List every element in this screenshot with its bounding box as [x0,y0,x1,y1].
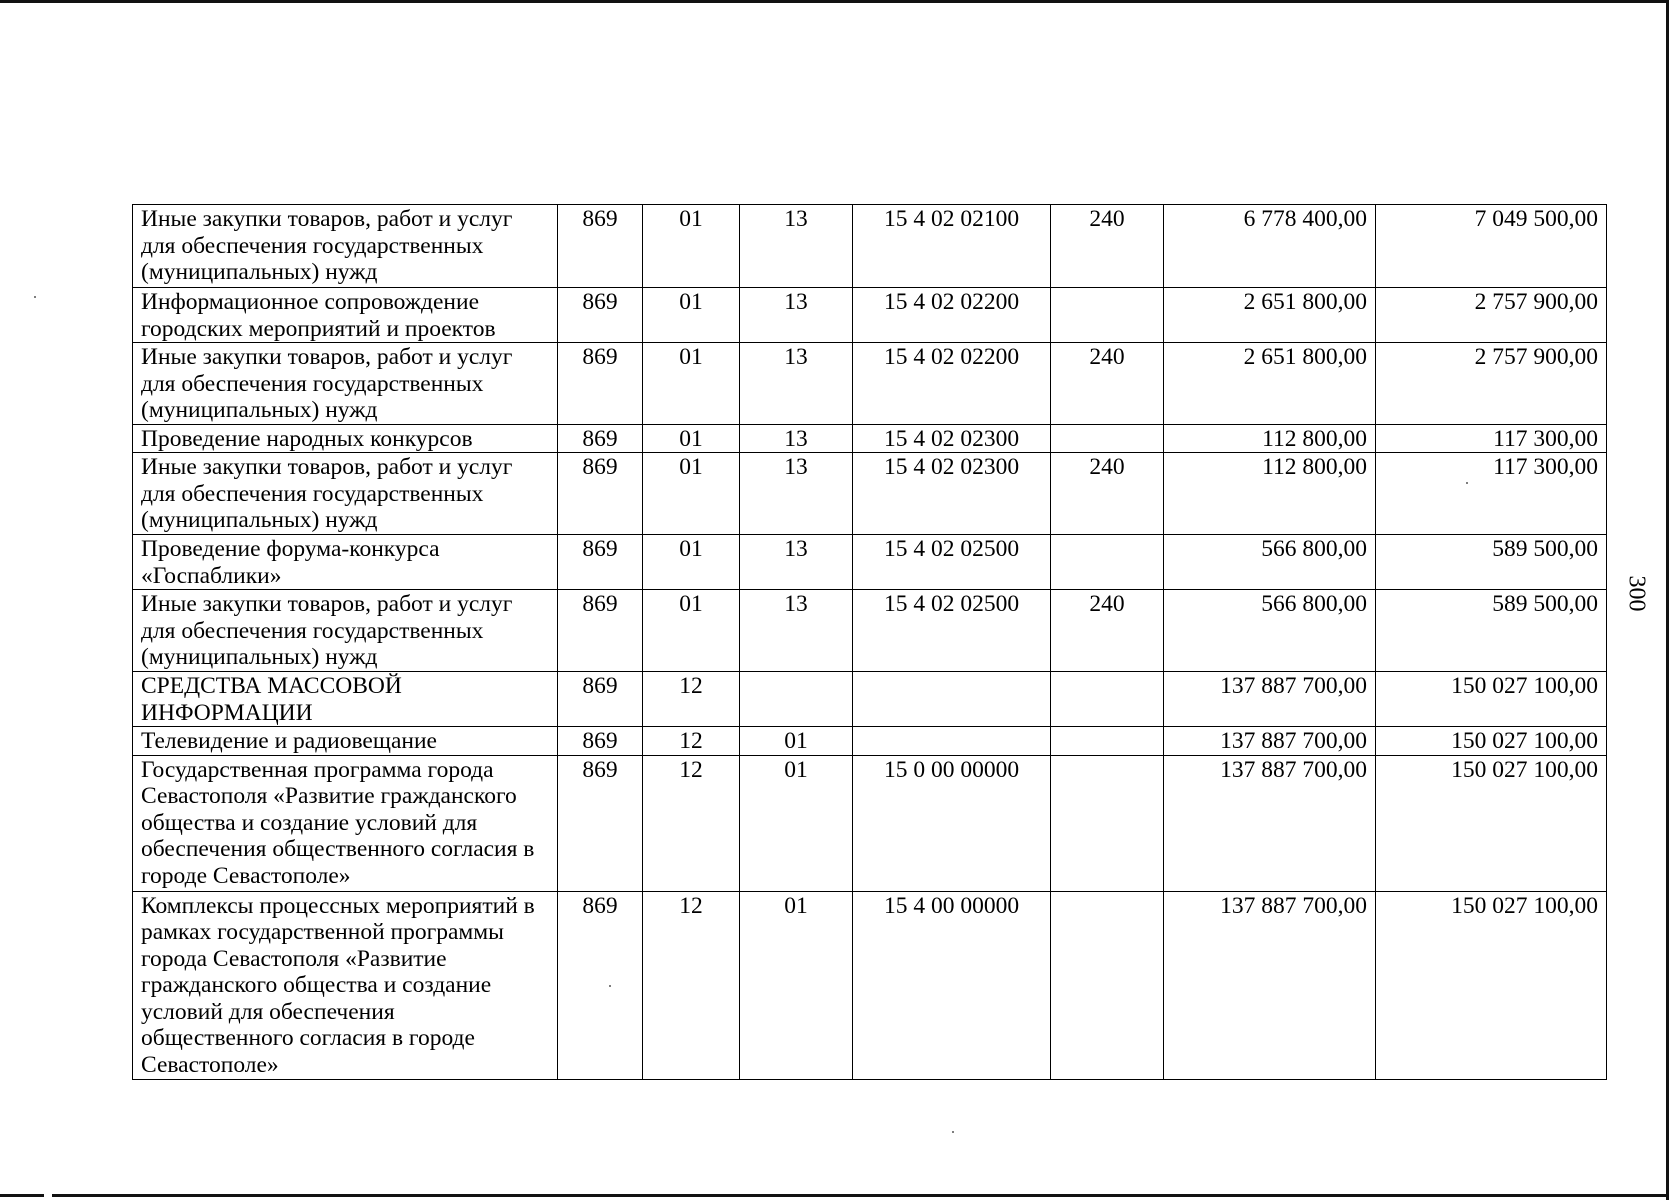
table-row [133,535,1607,590]
cell-sum-1: 2 651 800,00 [1164,343,1376,425]
cell-sum-2: 150 027 100,00 [1376,727,1607,756]
table-row [133,288,1607,343]
cell-name: Информационное сопровождение городских мероприятий и проектов [133,288,558,343]
table-row [133,205,1607,288]
cell-pr [740,672,853,727]
cell-name: Комплексы процессных мероприятий в рамках государственной программы города Севастополя «Развитие гражданского общества и создание условий для обеспечения общественного согласия в городе Севастополе» [133,891,558,1079]
table-row [133,453,1607,535]
cell-sum-2: 150 027 100,00 [1376,755,1607,891]
cell-csr: 15 4 02 02100 [853,205,1051,288]
cell-ved: 869 [558,343,643,425]
cell-sum-2: 589 500,00 [1376,590,1607,672]
cell-pr: 01 [740,891,853,1079]
scan-speck [952,1131,954,1133]
table-body [133,205,1607,1080]
cell-sum-2: 2 757 900,00 [1376,288,1607,343]
cell-sum-2: 117 300,00 [1376,424,1607,453]
cell-vr: 240 [1051,453,1164,535]
cell-ved: 869 [558,205,643,288]
budget-table [132,204,1607,1080]
scan-edge-top [0,0,1669,3]
cell-vr: 240 [1051,343,1164,425]
cell-vr [1051,424,1164,453]
cell-name: Иные закупки товаров, работ и услуг для обеспечения государственных (муниципальных) нужд [133,343,558,425]
cell-sum-1: 137 887 700,00 [1164,672,1376,727]
cell-rz: 01 [643,535,740,590]
cell-csr: 15 4 02 02300 [853,424,1051,453]
cell-sum-2: 117 300,00 [1376,453,1607,535]
table-row [133,590,1607,672]
cell-ved: 869 [558,590,643,672]
scan-speck [34,296,36,298]
cell-rz: 12 [643,727,740,756]
scan-edge-bottom [52,1194,1669,1197]
cell-pr: 13 [740,453,853,535]
table-row [133,755,1607,891]
scan-edge-bottom-left [0,1194,44,1197]
cell-rz: 12 [643,672,740,727]
cell-rz: 01 [643,424,740,453]
cell-pr: 13 [740,205,853,288]
cell-vr: 240 [1051,590,1164,672]
cell-sum-1: 566 800,00 [1164,590,1376,672]
cell-sum-1: 137 887 700,00 [1164,727,1376,756]
cell-ved: 869 [558,672,643,727]
cell-rz: 01 [643,205,740,288]
table-row [133,672,1607,727]
cell-pr: 13 [740,590,853,672]
cell-name: Иные закупки товаров, работ и услуг для обеспечения государственных (муниципальных) нужд [133,205,558,288]
cell-ved: 869 [558,755,643,891]
cell-ved: 869 [558,535,643,590]
table-row [133,727,1607,756]
cell-vr [1051,535,1164,590]
cell-csr: 15 0 00 00000 [853,755,1051,891]
cell-pr: 13 [740,424,853,453]
cell-rz: 01 [643,343,740,425]
cell-vr [1051,727,1164,756]
cell-name: Иные закупки товаров, работ и услуг для обеспечения государственных (муниципальных) нужд [133,590,558,672]
cell-name: Проведение народных конкурсов [133,424,558,453]
cell-name: СРЕДСТВА МАССОВОЙ ИНФОРМАЦИИ [133,672,558,727]
cell-vr: 240 [1051,205,1164,288]
cell-sum-1: 2 651 800,00 [1164,288,1376,343]
page-number: 300 [1623,575,1650,612]
cell-sum-2: 150 027 100,00 [1376,672,1607,727]
cell-csr [853,672,1051,727]
cell-csr: 15 4 02 02500 [853,535,1051,590]
cell-ved: 869 [558,727,643,756]
table-row [133,343,1607,425]
cell-sum-1: 137 887 700,00 [1164,891,1376,1079]
cell-sum-2: 2 757 900,00 [1376,343,1607,425]
cell-rz: 01 [643,288,740,343]
cell-sum-1: 566 800,00 [1164,535,1376,590]
cell-pr: 13 [740,343,853,425]
cell-sum-2: 150 027 100,00 [1376,891,1607,1079]
cell-sum-1: 137 887 700,00 [1164,755,1376,891]
cell-sum-1: 112 800,00 [1164,453,1376,535]
cell-csr: 15 4 02 02300 [853,453,1051,535]
cell-csr: 15 4 02 02200 [853,343,1051,425]
table-row [133,424,1607,453]
cell-ved: 869 [558,453,643,535]
cell-sum-1: 112 800,00 [1164,424,1376,453]
cell-rz: 12 [643,755,740,891]
cell-rz: 01 [643,590,740,672]
cell-sum-1: 6 778 400,00 [1164,205,1376,288]
cell-vr [1051,672,1164,727]
cell-csr: 15 4 02 02500 [853,590,1051,672]
cell-vr [1051,755,1164,891]
cell-rz: 01 [643,453,740,535]
cell-name: Проведение форума-конкурса «Госпаблики» [133,535,558,590]
cell-csr: 15 4 02 02200 [853,288,1051,343]
cell-ved: 869 [558,288,643,343]
cell-sum-2: 7 049 500,00 [1376,205,1607,288]
cell-csr [853,727,1051,756]
cell-csr: 15 4 00 00000 [853,891,1051,1079]
cell-rz: 12 [643,891,740,1079]
cell-pr: 01 [740,727,853,756]
cell-pr: 13 [740,535,853,590]
cell-ved: 869 [558,424,643,453]
cell-ved: 869 [558,891,643,1079]
table-row [133,891,1607,1079]
cell-vr [1051,288,1164,343]
cell-pr: 01 [740,755,853,891]
cell-pr: 13 [740,288,853,343]
cell-name: Телевидение и радиовещание [133,727,558,756]
cell-name: Иные закупки товаров, работ и услуг для обеспечения государственных (муниципальных) нужд [133,453,558,535]
cell-vr [1051,891,1164,1079]
cell-name: Государственная программа города Севастополя «Развитие гражданского общества и создание условий для обеспечения общественного согласия в городе Севастополе» [133,755,558,891]
cell-sum-2: 589 500,00 [1376,535,1607,590]
